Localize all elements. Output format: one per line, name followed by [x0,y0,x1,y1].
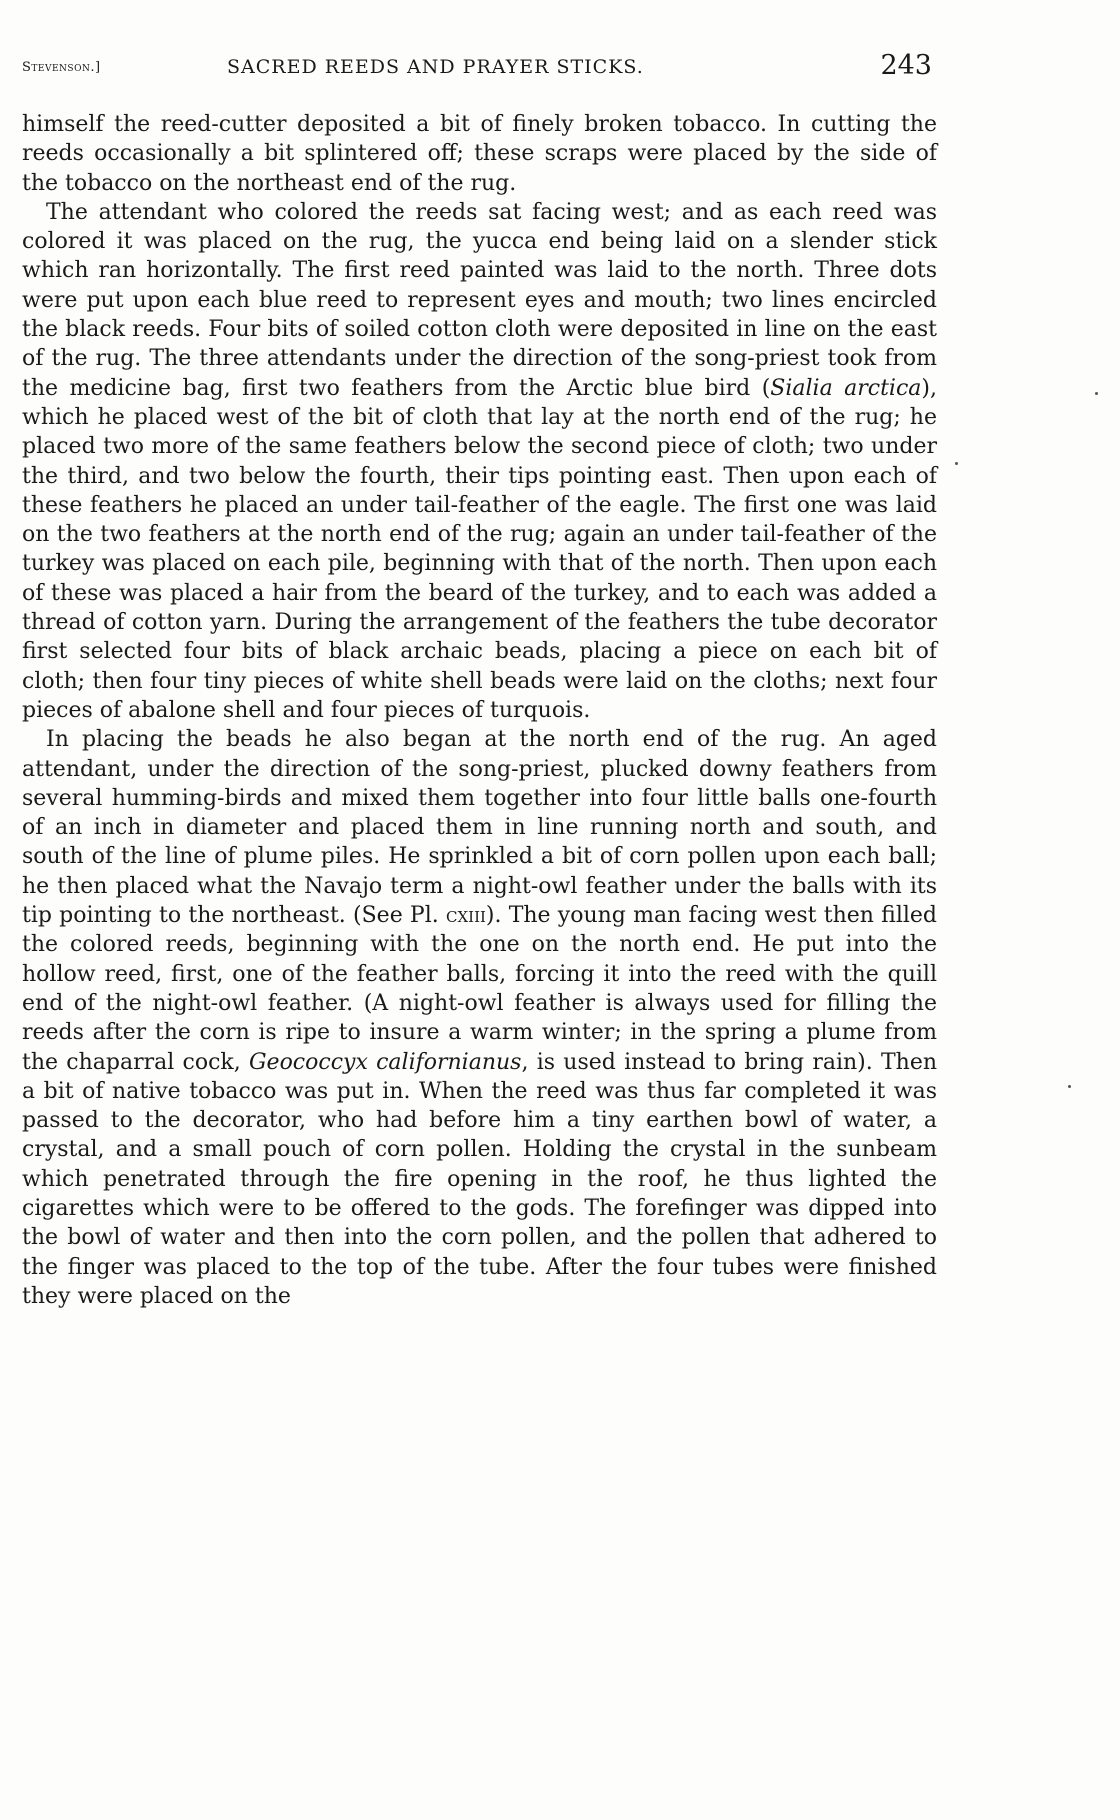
text-run: In placing the beads he also began at the north end of the rug. An aged attendant, under the direction of the song-priest, plucked downy feathers from several humming-birds and mixed them together into four little balls one-fourth of an inch in diameter and placed them in line running north and south, and south of the line of plume piles. He sprinkled a bit of corn pollen upon each ball; he then placed what the Navajo term a night-owl feather under the balls with its tip pointing to the northeast. (See Pl. [22,727,937,929]
paragraph [22,725,937,1311]
scan-speck [955,462,958,465]
running-head [22,50,932,90]
text-run: The attendant who colored the reeds sat facing west; and as each reed was colored it was placed on the rug, the yucca end being laid on a slender stick which ran horizontally. The first reed painted was laid to the north. Three dots were put upon each blue reed to represent eyes and mouth; two lines encircled the black reeds. Four bits of soiled cotton cloth were deposited in line on the east of the rug. The three attendants under the direction of the song-priest took from the medicine bag, first two feathers from the Arctic blue bird ( [22,199,937,401]
body-text [22,110,937,1311]
text-run: ), which he placed west of the bit of cloth that lay at the north end of the rug; he placed two more of the same feathers below the second piece of cloth; two under the third, and two below the fourth, their tips pointing east. Then upon each of these feathers he placed an under tail-feather of the eagle. The first one was laid on the two feathers at the north end of the rug; again an under tail-feather of the turkey was placed on each pile, beginning with that of the north. Then upon each of these was placed a hair from the beard of the turkey, and to each was added a thread of cotton yarn. During the arrangement of the feathers the tube decorator first selected four bits of black archaic beads, placing a piece on each bit of cloth; then four tiny pieces of white shell beads were laid on the cloths; next four pieces of abalone shell and four pieces of turquois. [22,375,937,723]
scan-speck [1095,392,1098,395]
page-number: 243 [880,50,932,81]
text-run: ). The young man facing west then filled the colored reeds, beginning with the one on the north end. He put into the hollow reed, first, one of the feather balls, forcing it into the reed with the quill end of the night-owl feather. (A night-owl feather is always used for filling the reeds after the corn is ripe to insure a warm winter; in the spring a plume from the chaparral cock, [22,903,938,1075]
text-run: himself the reed-cutter deposited a bit of finely broken tobacco. In cutting the reeds occasionally a bit splintered off; these scraps were placed by the side of the tobacco on the northeast end of the rug. [22,112,937,196]
paragraph [22,110,937,198]
paragraph [22,198,937,725]
italic-text: Geococcyx californianus [248,1049,522,1075]
italic-text: Sialia arctica [770,375,922,401]
plate-reference: cxiii [445,903,486,929]
text-run: , is used instead to bring rain). Then a bit of native tobacco was put in. When the reed was thus far completed it was passed to the decorator, who had before him a tiny earthen bowl of water, a crystal, and a small pouch of corn pollen. Holding the crystal in the sunbeam which penetrated through the fire opening in the roof, he thus lighted the cigarettes which were to be offered to the gods. The forefinger was dipped into the bowl of water and then into the corn pollen, and the pollen that adhered to the finger was placed to the top of the tube. After the four tubes were finished they were placed on the [22,1049,938,1309]
author-name: Stevenson.] [22,60,101,75]
scan-speck [1068,1085,1071,1088]
page-title: SACRED REEDS AND PRAYER STICKS. [227,56,644,78]
